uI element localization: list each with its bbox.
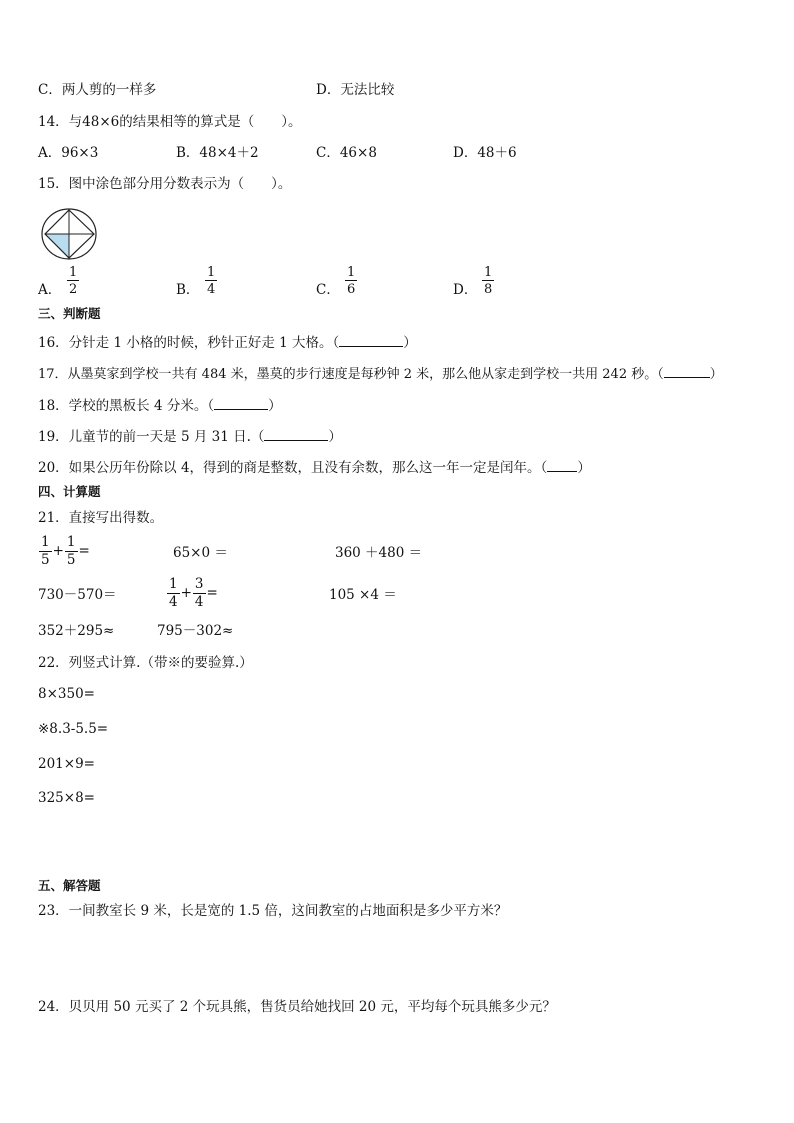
calc-item-1: $\frac{1}{5}$ + $\frac{1}{5}$ = xyxy=(41,534,90,568)
section-title: 四、计算题 xyxy=(38,484,101,499)
question-18: 18．学校的黑板长 4 分米。（ ） xyxy=(38,398,282,414)
question-20: 20．如果公历年份除以 4，得到的商是整数，且没有余数，那么这一年一定是闰年。（ ） xyxy=(38,460,591,476)
question-21: 21．直接写出得数。 xyxy=(38,510,164,526)
vertical-calc-item: 8×350= xyxy=(38,686,95,702)
calc-item-6: 105 ×4 ＝ xyxy=(329,587,397,603)
circle-square-figure xyxy=(39,207,99,261)
calc-item-5: $\frac{1}{4}$ + $\frac{3}{4}$ = xyxy=(169,576,218,610)
answer-blank[interactable] xyxy=(264,428,328,441)
section-title: 五、解答题 xyxy=(38,878,101,893)
section-title: 三、判断题 xyxy=(38,306,101,321)
question-16: 16．分针走 1 小格的时候，秒针正好走 1 大格。（ ） xyxy=(38,335,417,351)
fraction: $\frac{1}{4}$ xyxy=(207,265,216,297)
option-label: D． xyxy=(453,282,478,298)
answer-blank[interactable] xyxy=(664,365,710,378)
question-24: 24．贝贝用 50 元买了 2 个玩具熊，售货员给她找回 20 元，平均每个玩具熊多少元？ xyxy=(38,999,556,1015)
option-a: A．96×3 xyxy=(38,145,99,161)
option-c: C．46×8 xyxy=(316,145,377,161)
vertical-calc-item: ※8.3-5.5= xyxy=(38,721,109,737)
option-d: D．无法比较 xyxy=(316,82,395,98)
option-d: D．48＋6 xyxy=(453,145,517,161)
question-17: 17．从墨莫家到学校一共有 484 米，墨莫的步行速度是每秒钟 2 米，那么他从家走到学校一共用 242 秒。（ ） xyxy=(38,367,723,382)
fraction: $\frac{3}{4}$ xyxy=(194,576,204,610)
answer-blank[interactable] xyxy=(214,397,268,410)
question-22: 22．列竖式计算.（带※的要验算.） xyxy=(38,655,253,671)
question-15: 15．图中涂色部分用分数表示为（ ）。 xyxy=(38,176,292,192)
answer-blank[interactable] xyxy=(339,334,403,347)
fraction: $\frac{1}{6}$ xyxy=(347,265,356,297)
fraction: $\frac{1}{8}$ xyxy=(484,265,493,297)
option-label: A． xyxy=(38,282,62,298)
calc-item-8: 795－302≈ xyxy=(157,623,234,639)
question-19: 19．儿童节的前一天是 5 月 31 日.（ ） xyxy=(38,429,342,445)
calc-item-2: 65×0 ＝ xyxy=(173,545,228,561)
option-label: B． xyxy=(176,282,200,298)
question-23: 23．一间教室长 9 米，长是宽的 1.5 倍，这间教室的占地面积是多少平方米？ xyxy=(38,903,508,919)
fraction: $\frac{1}{5}$ xyxy=(41,534,50,568)
vertical-calc-item: 201×9= xyxy=(38,756,95,772)
option-b: B．48×4＋2 xyxy=(176,145,259,161)
fraction: $\frac{1}{2}$ xyxy=(69,265,78,297)
calc-item-4: 730－570＝ xyxy=(38,587,117,603)
option-label: C． xyxy=(316,282,340,298)
calc-item-7: 352＋295≈ xyxy=(38,623,115,639)
fraction: $\frac{1}{5}$ xyxy=(66,534,76,568)
calc-item-3: 360 ＋480 ＝ xyxy=(335,545,423,561)
option-c: C．两人剪的一样多 xyxy=(38,82,157,98)
answer-blank[interactable] xyxy=(547,459,577,472)
fraction: $\frac{1}{4}$ xyxy=(169,576,178,610)
vertical-calc-item: 325×8= xyxy=(38,790,95,806)
question-14: 14．与48×6的结果相等的算式是（ ）。 xyxy=(38,114,302,130)
